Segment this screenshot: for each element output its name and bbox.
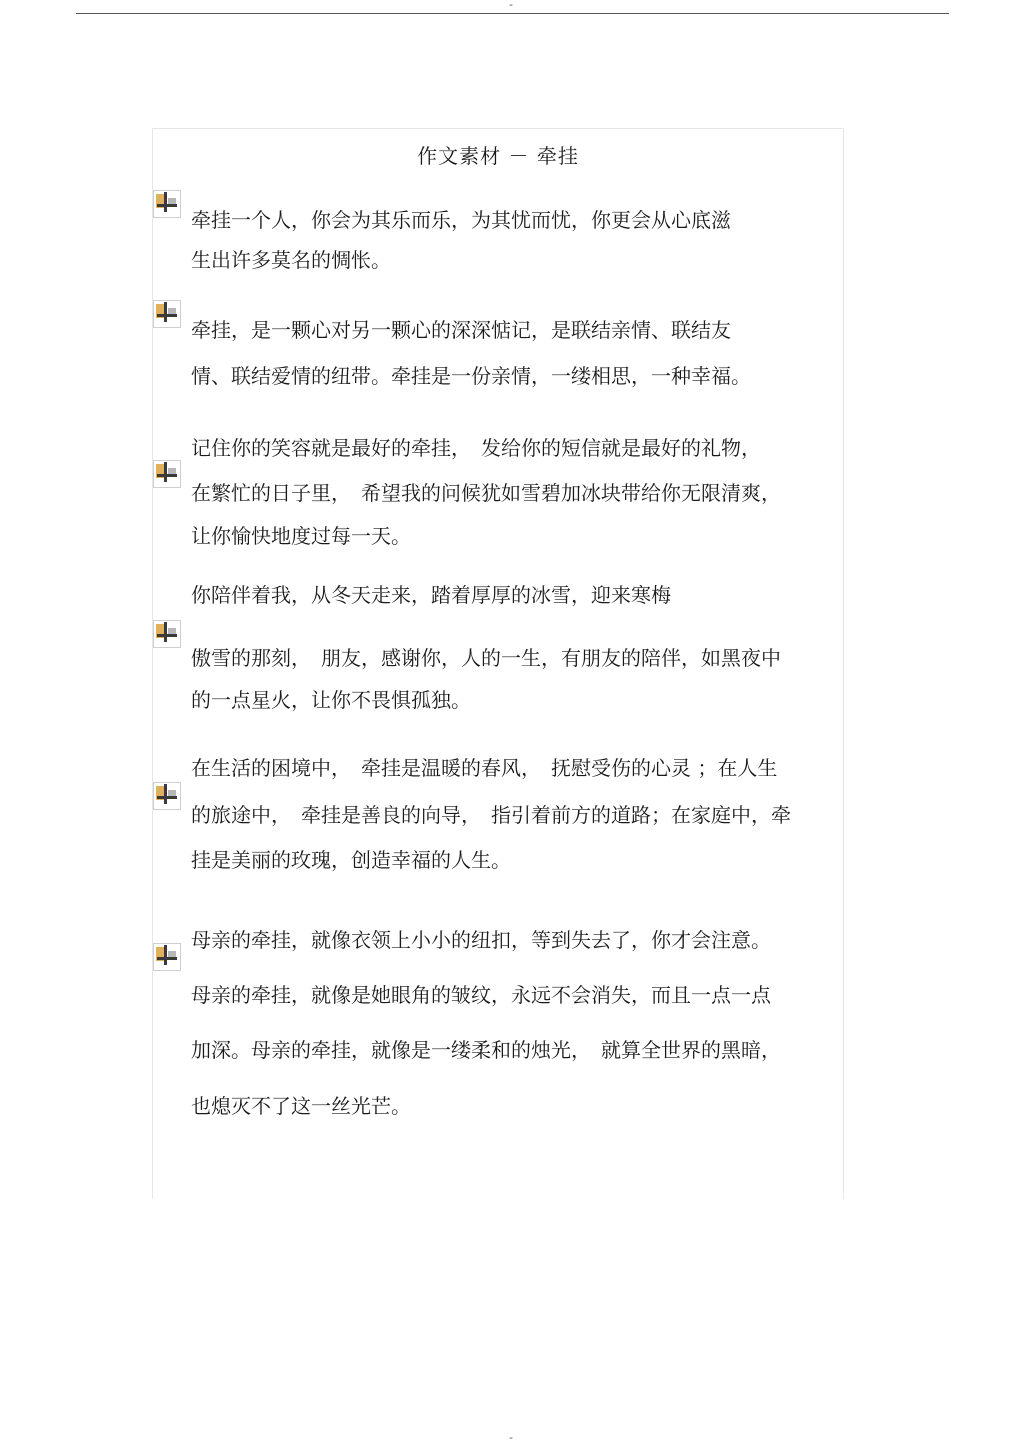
paragraph-line: 在生活的困境中， 牵挂是温暖的春风， 抚慰受伤的心灵 ；在人生: [191, 756, 778, 780]
page-top-mark: -: [509, 0, 513, 11]
paragraph-line: 牵挂一个人，你会为其乐而乐，为其忧而忧，你更会从心底滋: [191, 208, 731, 232]
broken-image-icon: [153, 943, 181, 971]
broken-image-icon: [153, 300, 181, 328]
paragraph-line: 的一点星火，让你不畏惧孤独。: [191, 688, 471, 712]
paragraph-line: 母亲的牵挂，就像衣领上小小的纽扣，等到失去了，你才会注意。: [191, 928, 771, 952]
broken-image-icon: [153, 460, 181, 488]
page-bottom-mark: -: [509, 1431, 513, 1444]
paragraph-line: 生出许多莫名的惆怅。: [191, 248, 391, 272]
paragraph-line: 的旅途中， 牵挂是善良的向导， 指引着前方的道路；在家庭中，牵: [191, 803, 791, 827]
paragraph-line: 你陪伴着我，从冬天走来，踏着厚厚的冰雪，迎来寒梅: [191, 583, 671, 607]
paragraph-line: 让你愉快地度过每一天。: [191, 524, 411, 548]
broken-image-icon: [153, 620, 181, 648]
paragraph-line: 加深。母亲的牵挂，就像是一缕柔和的烛光， 就算全世界的黑暗，: [191, 1038, 781, 1062]
paragraph-line: 也熄灭不了这一丝光芒。: [191, 1094, 411, 1118]
paragraph-line: 牵挂，是一颗心对另一颗心的深深惦记，是联结亲情、联结友: [191, 318, 731, 342]
paragraph-line: 挂是美丽的玫瑰，创造幸福的人生。: [191, 848, 511, 872]
paragraph-line: 母亲的牵挂，就像是她眼角的皱纹，永远不会消失，而且一点一点: [191, 983, 771, 1007]
broken-image-icon: [153, 190, 181, 218]
paragraph-line: 记住你的笑容就是最好的牵挂， 发给你的短信就是最好的礼物，: [191, 436, 761, 460]
header-rule: [76, 13, 949, 14]
broken-image-icon: [153, 782, 181, 810]
paragraph-line: 在繁忙的日子里， 希望我的问候犹如雪碧加冰块带给你无限清爽，: [191, 481, 781, 505]
document-title: 作文素材 － 牵挂: [417, 144, 579, 168]
paragraph-line: 傲雪的那刻， 朋友，感谢你，人的一生，有朋友的陪伴，如黑夜中: [191, 646, 781, 670]
paragraph-line: 情、联结爱情的纽带。牵挂是一份亲情，一缕相思，一种幸福。: [191, 364, 751, 388]
